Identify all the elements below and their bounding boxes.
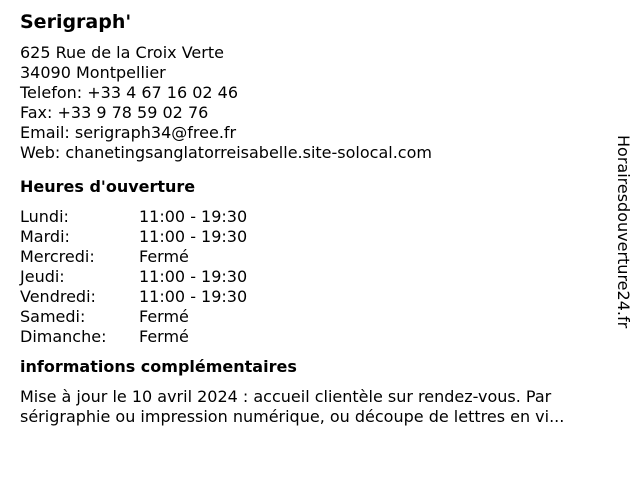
hours-time: 11:00 - 19:30: [139, 207, 248, 226]
phone-line: Telefon: +33 4 67 16 02 46: [20, 83, 239, 102]
hours-day: Mardi:: [20, 227, 70, 246]
hours-row-tuesday: [20, 227, 610, 247]
hours-row-friday: [20, 287, 610, 307]
hours-time: Fermé: [139, 327, 189, 346]
hours-row-monday: [20, 207, 610, 227]
info-heading: informations complémentaires: [20, 357, 297, 376]
side-brand-watermark: Horairesdouverture24.fr: [614, 135, 633, 329]
hours-heading: Heures d'ouverture: [20, 177, 196, 196]
fax-line: Fax: +33 9 78 59 02 76: [20, 103, 209, 122]
hours-time: 11:00 - 19:30: [139, 227, 248, 246]
hours-time: 11:00 - 19:30: [139, 267, 248, 286]
hours-day: Lundi:: [20, 207, 69, 226]
hours-day: Jeudi:: [20, 267, 65, 286]
hours-day: Vendredi:: [20, 287, 96, 306]
business-card: [20, 10, 610, 427]
hours-row-thursday: [20, 267, 610, 287]
info-text-line-2: sérigraphie ou impression numérique, ou découpe de lettres en vi...: [20, 407, 565, 426]
hours-time: Fermé: [139, 307, 189, 326]
info-text-line-1: Mise à jour le 10 avril 2024 : accueil clientèle sur rendez-vous. Par: [20, 387, 552, 406]
hours-day: Mercredi:: [20, 247, 95, 266]
hours-row-wednesday: [20, 247, 610, 267]
business-name: Serigraph': [20, 11, 132, 33]
hours-time: Fermé: [139, 247, 189, 266]
address-line-1: 625 Rue de la Croix Verte: [20, 43, 224, 62]
hours-day: Samedi:: [20, 307, 86, 326]
address-line-2: 34090 Montpellier: [20, 63, 166, 82]
hours-row-sunday: [20, 327, 610, 347]
email-line: Email: serigraph34@free.fr: [20, 123, 237, 142]
hours-time: 11:00 - 19:30: [139, 287, 248, 306]
hours-day: Dimanche:: [20, 327, 107, 346]
web-line: Web: chanetingsanglatorreisabelle.site-solocal.com: [20, 143, 432, 162]
hours-row-saturday: [20, 307, 610, 327]
hours-table: [20, 207, 610, 347]
